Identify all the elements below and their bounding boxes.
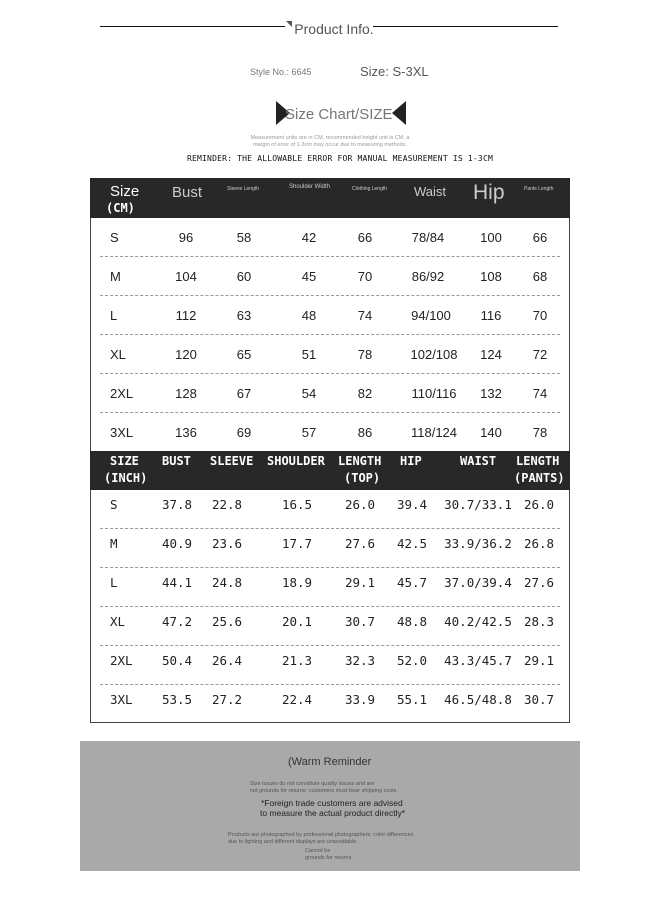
- cell-sleeve: 27.2: [211, 692, 243, 707]
- cell-waist: 78/84: [411, 230, 445, 245]
- header-size: SIZE: [110, 454, 139, 468]
- cell-shoulder: 17.7: [281, 536, 313, 551]
- cell-size: XL: [110, 614, 126, 629]
- inch-table-header: [90, 451, 570, 490]
- size-range: Size: S-3XL: [360, 64, 429, 79]
- row-divider: [100, 684, 560, 685]
- cell-waist: 30.7/33.1: [444, 497, 512, 512]
- header-shoulder: SHOULDER: [267, 454, 325, 468]
- cell-shoulder: 54: [301, 386, 317, 401]
- cell-bust: 104: [175, 269, 197, 284]
- row-divider: [100, 373, 560, 374]
- warm-reminder-line: grounds for returns.: [305, 855, 353, 861]
- cell-hip: 52.0: [396, 653, 428, 668]
- cell-sleeve: 24.8: [211, 575, 243, 590]
- header-waist: Waist: [414, 184, 447, 199]
- cell-sleeve: 26.4: [211, 653, 243, 668]
- cell-length: 30.7: [344, 614, 376, 629]
- warm-reminder-line: not grounds for returns; customers must bear shipping costs.: [250, 788, 398, 794]
- cell-length: 70: [357, 269, 373, 284]
- cell-shoulder: 42: [301, 230, 317, 245]
- right-triangle-icon: [392, 101, 406, 125]
- cell-pants: 28.3: [523, 614, 555, 629]
- cell-size: 2XL: [110, 653, 133, 668]
- cell-sleeve: 58: [236, 230, 252, 245]
- cell-hip: 140: [480, 425, 502, 440]
- cell-waist: 118/124: [410, 425, 458, 440]
- cell-hip: 55.1: [396, 692, 428, 707]
- cell-pants: 72: [532, 347, 548, 362]
- cell-shoulder: 45: [301, 269, 317, 284]
- cell-bust: 40.9: [161, 536, 193, 551]
- cell-shoulder: 22.4: [281, 692, 313, 707]
- cell-size: M: [110, 269, 121, 284]
- cell-hip: 108: [480, 269, 502, 284]
- cell-hip: 132: [480, 386, 502, 401]
- cell-waist: 110/116: [411, 386, 457, 401]
- cell-pants: 78: [532, 425, 548, 440]
- cell-waist: 33.9/36.2: [444, 536, 512, 551]
- cell-shoulder: 20.1: [281, 614, 313, 629]
- cell-size: S: [110, 230, 119, 245]
- cell-pants: 68: [532, 269, 548, 284]
- cell-length: 78: [357, 347, 373, 362]
- row-divider: [100, 256, 560, 257]
- header-clothing-length: Clothing Length: [352, 186, 388, 192]
- size-chart-title: [0, 100, 660, 126]
- cell-waist: 102/108: [410, 347, 458, 362]
- row-divider: [100, 334, 560, 335]
- cell-length: 74: [357, 308, 373, 323]
- cell-length: 86: [357, 425, 373, 440]
- cell-pants: 66: [532, 230, 548, 245]
- header-sleeve-length: Sleeve Length: [227, 186, 259, 192]
- header-bust: BUST: [162, 454, 191, 468]
- row-divider: [100, 412, 560, 413]
- cell-length: 66: [357, 230, 373, 245]
- warm-reminder-line: *Foreign trade customers are advised: [261, 798, 403, 808]
- cell-length: 82: [357, 386, 373, 401]
- warm-reminder-box: [80, 741, 580, 871]
- cell-bust: 120: [175, 347, 197, 362]
- measurement-note: [180, 135, 480, 149]
- warm-reminder-line: Size issues do not constitute quality issues and are: [250, 781, 375, 787]
- cell-sleeve: 65: [236, 347, 252, 362]
- cell-waist: 37.0/39.4: [444, 575, 512, 590]
- cell-hip: 100: [480, 230, 502, 245]
- cell-hip: 39.4: [396, 497, 428, 512]
- header-bust: Bust: [172, 184, 203, 201]
- cell-size: 2XL: [110, 386, 134, 401]
- cm-table-header: [90, 178, 570, 218]
- header-hip: Hip: [473, 181, 505, 204]
- page-title: [0, 21, 660, 37]
- header-shoulder-width: Shoulder Width: [289, 184, 331, 190]
- cell-size: XL: [110, 347, 126, 362]
- cell-bust: 112: [175, 308, 197, 323]
- cell-length: 32.3: [344, 653, 376, 668]
- cell-shoulder: 51: [301, 347, 317, 362]
- warm-reminder-line: due to lighting and different displays are unavoidable.: [228, 839, 358, 845]
- cell-bust: 53.5: [161, 692, 193, 707]
- header-size: Size: [110, 183, 140, 200]
- cell-hip: 45.7: [396, 575, 428, 590]
- cell-size: L: [110, 575, 118, 590]
- row-divider: [100, 645, 560, 646]
- cell-size: L: [110, 308, 118, 323]
- measurement-note-line: margin of error of 1-3cm may occur due to measuring methods.: [252, 142, 408, 148]
- warm-reminder-line: Products are photographed by professional photographers; color differences: [228, 832, 414, 838]
- header-hip: HIP: [400, 454, 422, 468]
- header-length-top-sub: (TOP): [344, 471, 381, 485]
- cell-size: 3XL: [110, 425, 134, 440]
- reminder-text: REMINDER: THE ALLOWABLE ERROR FOR MANUAL MEASUREMENT IS 1-3CM: [186, 154, 493, 163]
- measurement-note-line: Measurement units are in CM, recommended height unit is CM, a: [250, 135, 410, 141]
- cell-sleeve: 63: [236, 308, 252, 323]
- cell-pants: 27.6: [523, 575, 555, 590]
- cell-hip: 48.8: [396, 614, 428, 629]
- cell-bust: 37.8: [161, 497, 193, 512]
- style-number: Style No.: 6645: [250, 67, 312, 77]
- corner-triangle-icon: [286, 21, 292, 27]
- header-sleeve: SLEEVE: [210, 454, 254, 468]
- cell-size: S: [110, 497, 118, 512]
- row-divider: [100, 528, 560, 529]
- cell-shoulder: 18.9: [281, 575, 313, 590]
- cell-length: 29.1: [344, 575, 376, 590]
- cell-size: M: [110, 536, 118, 551]
- cell-waist: 86/92: [411, 269, 445, 284]
- header-length-top: LENGTH: [338, 454, 382, 468]
- cell-pants: 26.8: [523, 536, 555, 551]
- cell-hip: 124: [480, 347, 502, 362]
- cell-length: 33.9: [344, 692, 376, 707]
- warm-reminder-title: (Warm Reminder: [288, 756, 372, 768]
- cell-size: 3XL: [110, 692, 133, 707]
- cell-bust: 50.4: [161, 653, 193, 668]
- cell-hip: 42.5: [396, 536, 428, 551]
- cell-shoulder: 16.5: [281, 497, 313, 512]
- row-divider: [100, 606, 560, 607]
- cell-bust: 128: [175, 386, 197, 401]
- warm-reminder-line: Cannot be: [305, 848, 331, 854]
- cell-pants: 74: [532, 386, 548, 401]
- cell-hip: 116: [480, 308, 502, 323]
- cell-bust: 47.2: [161, 614, 193, 629]
- cell-waist: 94/100: [411, 308, 451, 323]
- cell-shoulder: 48: [301, 308, 317, 323]
- cell-sleeve: 23.6: [211, 536, 243, 551]
- cell-pants: 29.1: [523, 653, 555, 668]
- cell-bust: 44.1: [161, 575, 193, 590]
- cell-length: 27.6: [344, 536, 376, 551]
- cell-shoulder: 57: [301, 425, 317, 440]
- header-unit-cm: (CM): [106, 201, 135, 215]
- header-waist: WAIST: [460, 454, 497, 468]
- cell-sleeve: 22.8: [211, 497, 243, 512]
- cell-sleeve: 60: [236, 269, 252, 284]
- cell-pants: 26.0: [523, 497, 555, 512]
- cell-length: 26.0: [344, 497, 376, 512]
- header-unit-inch: (INCH): [104, 471, 148, 485]
- header-length-pants: LENGTH: [516, 454, 560, 468]
- cell-shoulder: 21.3: [281, 653, 313, 668]
- header-length-pants-sub: (PANTS): [514, 471, 565, 485]
- cell-pants: 30.7: [523, 692, 555, 707]
- cell-waist: 46.5/48.8: [444, 692, 512, 707]
- cell-sleeve: 69: [236, 425, 252, 440]
- cell-sleeve: 67: [236, 386, 252, 401]
- page-title-text: Product Info.: [294, 21, 374, 37]
- cell-pants: 70: [532, 308, 548, 323]
- cell-bust: 136: [175, 425, 197, 440]
- row-divider: [100, 567, 560, 568]
- size-chart-label: Size Chart/SIZE: [285, 106, 393, 123]
- cell-bust: 96: [178, 230, 194, 245]
- warm-reminder-line: to measure the actual product directly*: [260, 808, 406, 818]
- cell-waist: 43.3/45.7: [444, 653, 512, 668]
- cell-sleeve: 25.6: [211, 614, 243, 629]
- header-pants-length: Pants Length: [524, 186, 554, 192]
- cell-waist: 40.2/42.5: [444, 614, 512, 629]
- row-divider: [100, 295, 560, 296]
